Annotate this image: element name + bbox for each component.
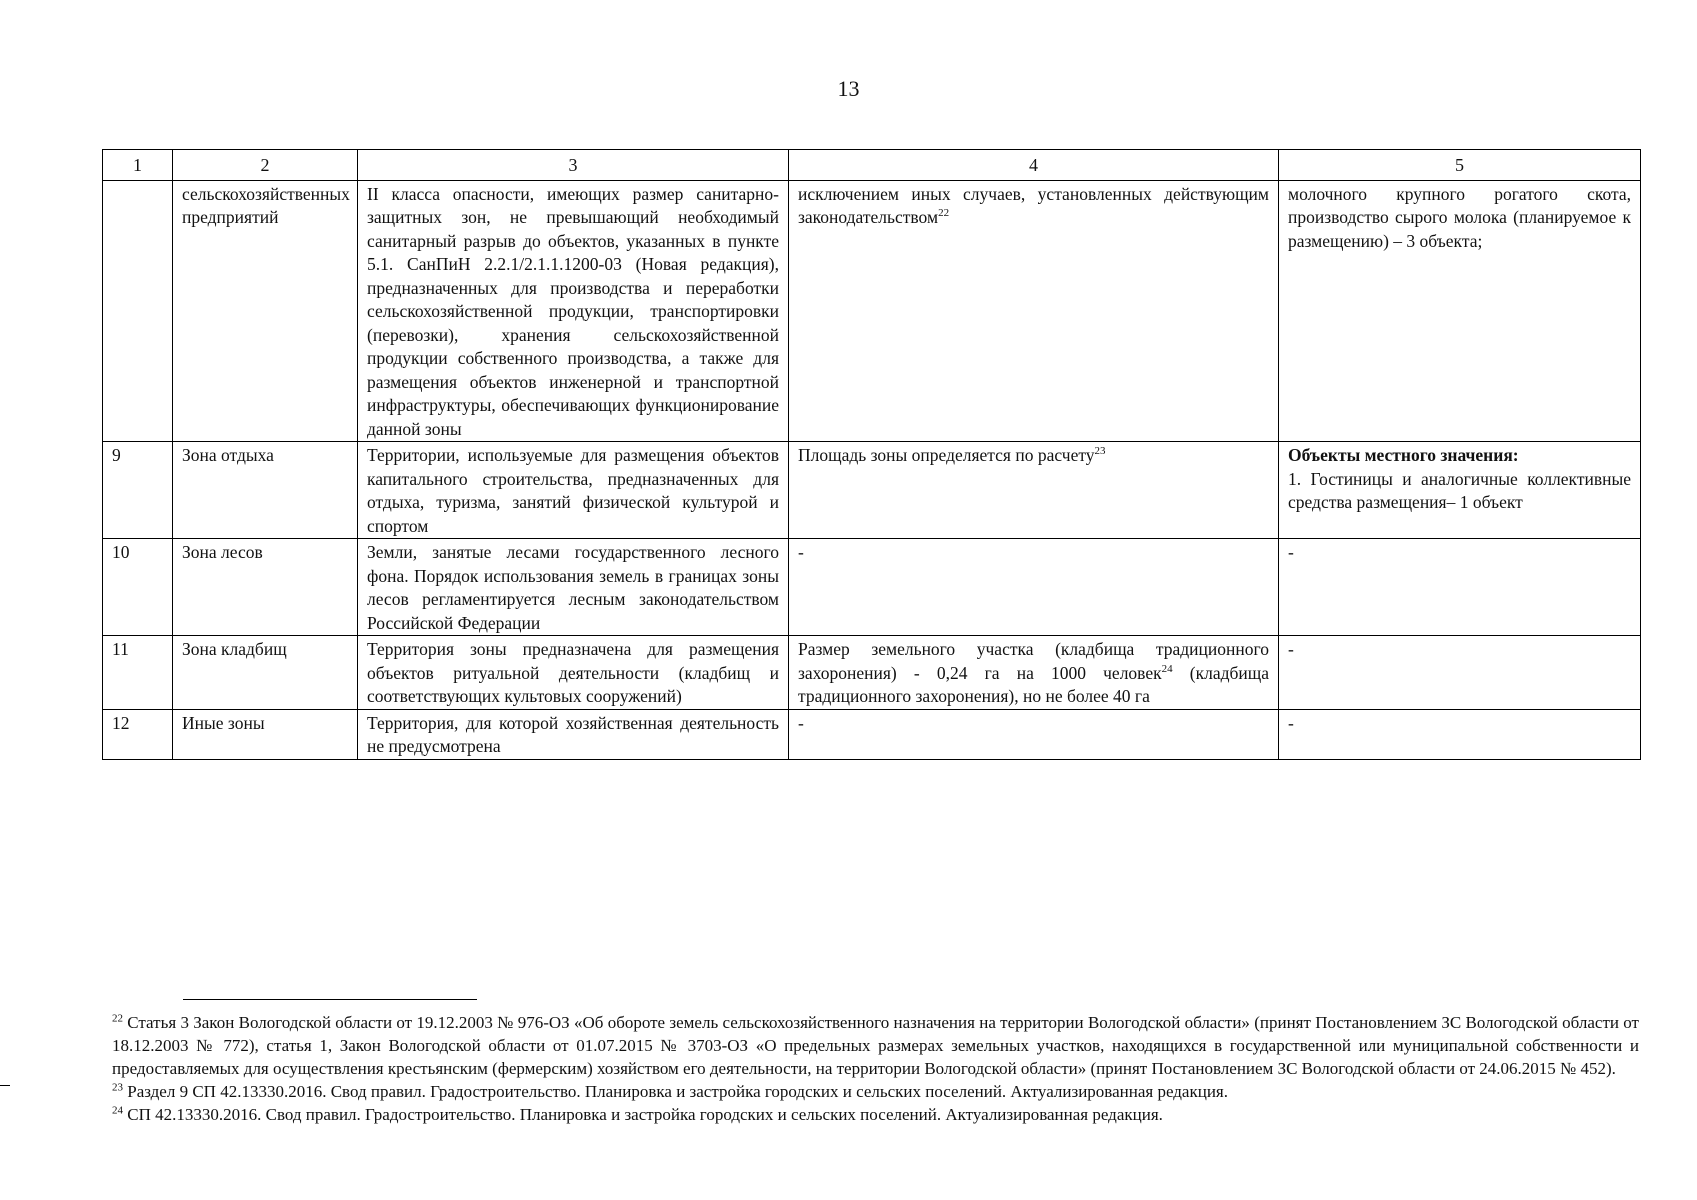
zone-name: сельскохозяйственных предприятий <box>173 180 358 442</box>
footnote-text: Раздел 9 СП 42.13330.2016. Свод правил. Градостроительство. Планировка и застройка городских и сельских поселений. Актуализированная редакция. <box>123 1082 1228 1101</box>
table-header-row <box>103 150 1641 181</box>
footnote-mark: 24 <box>112 1104 123 1117</box>
zone-parameters <box>789 180 1279 442</box>
table-row <box>103 539 1641 636</box>
footnote-separator <box>183 999 477 1000</box>
zone-parameters <box>789 636 1279 710</box>
row-number: 10 <box>103 539 173 636</box>
footnote-ref: 22 <box>938 207 950 220</box>
row-number: 12 <box>103 709 173 759</box>
zone-name: Зона отдыха <box>173 442 358 539</box>
parameters-text: исключением иных случаев, установленных действующим законодательством <box>798 183 1269 227</box>
footnote-ref: 24 <box>1161 662 1173 675</box>
zone-description: II класса опасности, имеющих размер санитарно-защитных зон, не превышающий необходимый санитарный разрыв до объектов, указанных в пункте 5.1. СанПиН 2.2.1/2.1.1.1200-03 (Новая редакция), предназначенных для производства и переработки сельскохозяйственной продукции, транспортировки (перевозки), хранения сельскохозяйственной продукции собственного производства, а также для размещения объектов инженерной и транспортной инфраструктуры, обеспечивающих функционирование данной зоны <box>358 180 789 442</box>
table-row <box>103 636 1641 710</box>
objects-title: Объекты местного значения: <box>1288 445 1519 465</box>
zone-description: Территория, для которой хозяйственная деятельность не предусмотрена <box>358 709 789 759</box>
header-cell-2: 2 <box>173 150 358 181</box>
footnotes <box>112 1011 1639 1126</box>
zone-objects <box>1279 442 1641 539</box>
table-row <box>103 442 1641 539</box>
parameters-text: Площадь зоны определяется по расчету <box>798 445 1095 465</box>
zone-description: Территории, используемые для размещения объектов капитального строительства, предназначенных для отдыха, туризма, занятий физической культурой и спортом <box>358 442 789 539</box>
table-row <box>103 709 1641 759</box>
table-row <box>103 180 1641 442</box>
footnote-mark: 23 <box>112 1081 123 1094</box>
zone-objects: - <box>1279 636 1641 710</box>
zone-name: Иные зоны <box>173 709 358 759</box>
zone-objects: - <box>1279 539 1641 636</box>
footnote-ref: 23 <box>1094 445 1106 458</box>
header-cell-5: 5 <box>1279 150 1641 181</box>
margin-dash <box>0 1085 10 1086</box>
zone-description: Земли, занятые лесами государственного лесного фона. Порядок использования земель в границах зоны лесов регламентируется лесным законодательством Российской Федерации <box>358 539 789 636</box>
footnote-text: СП 42.13330.2016. Свод правил. Градостроительство. Планировка и застройка городских и сельских поселений. Актуализированная редакция. <box>123 1105 1163 1124</box>
parameters-tail: (кладбища традиционного захоронения), но не более 40 га <box>798 662 1269 706</box>
parameters-text: Размер земельного участка (кладбища традиционного захоронения) - 0,24 га на 1000 человек <box>798 639 1269 683</box>
header-cell-1: 1 <box>103 150 173 181</box>
objects-text: 1. Гостиницы и аналогичные коллективные средства размещения– 1 объект <box>1288 468 1631 512</box>
footnote-23 <box>112 1080 1639 1103</box>
zone-name: Зона кладбищ <box>173 636 358 710</box>
zone-parameters <box>789 442 1279 539</box>
zone-objects: молочного крупного рогатого скота, производство сырого молока (планируемое к размещению) – 3 объекта; <box>1279 180 1641 442</box>
footnote-24 <box>112 1103 1639 1126</box>
header-cell-3: 3 <box>358 150 789 181</box>
zone-parameters: - <box>789 709 1279 759</box>
row-number <box>103 180 173 442</box>
footnote-text: Статья 3 Закон Вологодской области от 19.12.2003 № 976-ОЗ «Об обороте земель сельскохозяйственного назначения на территории Вологодской области» (принят Постановлением ЗС Вологодской области от 18.12.2003 № 772), статья 1, Закон Вологодской области от 01.07.2015 № 3703-ОЗ «О предельных размерах земельных участков, находящихся в государственной или муниципальной собственности и предоставляемых для осуществления крестьянским (фермерским) хозяйством его деятельности, на территории Вологодской области» (принят Постановлением ЗС Вологодской области от 24.06.2015 № 452). <box>112 1013 1639 1078</box>
zone-description: Территория зоны предназначена для размещения объектов ритуальной деятельности (кладбищ и соответствующих культовых сооружений) <box>358 636 789 710</box>
row-number: 9 <box>103 442 173 539</box>
footnote-mark: 22 <box>112 1012 123 1025</box>
footnote-22 <box>112 1011 1639 1080</box>
row-number: 11 <box>103 636 173 710</box>
zone-parameters: - <box>789 539 1279 636</box>
zone-objects: - <box>1279 709 1641 759</box>
header-cell-4: 4 <box>789 150 1279 181</box>
page-number: 13 <box>837 76 860 101</box>
zones-table <box>102 149 1641 760</box>
zone-name: Зона лесов <box>173 539 358 636</box>
